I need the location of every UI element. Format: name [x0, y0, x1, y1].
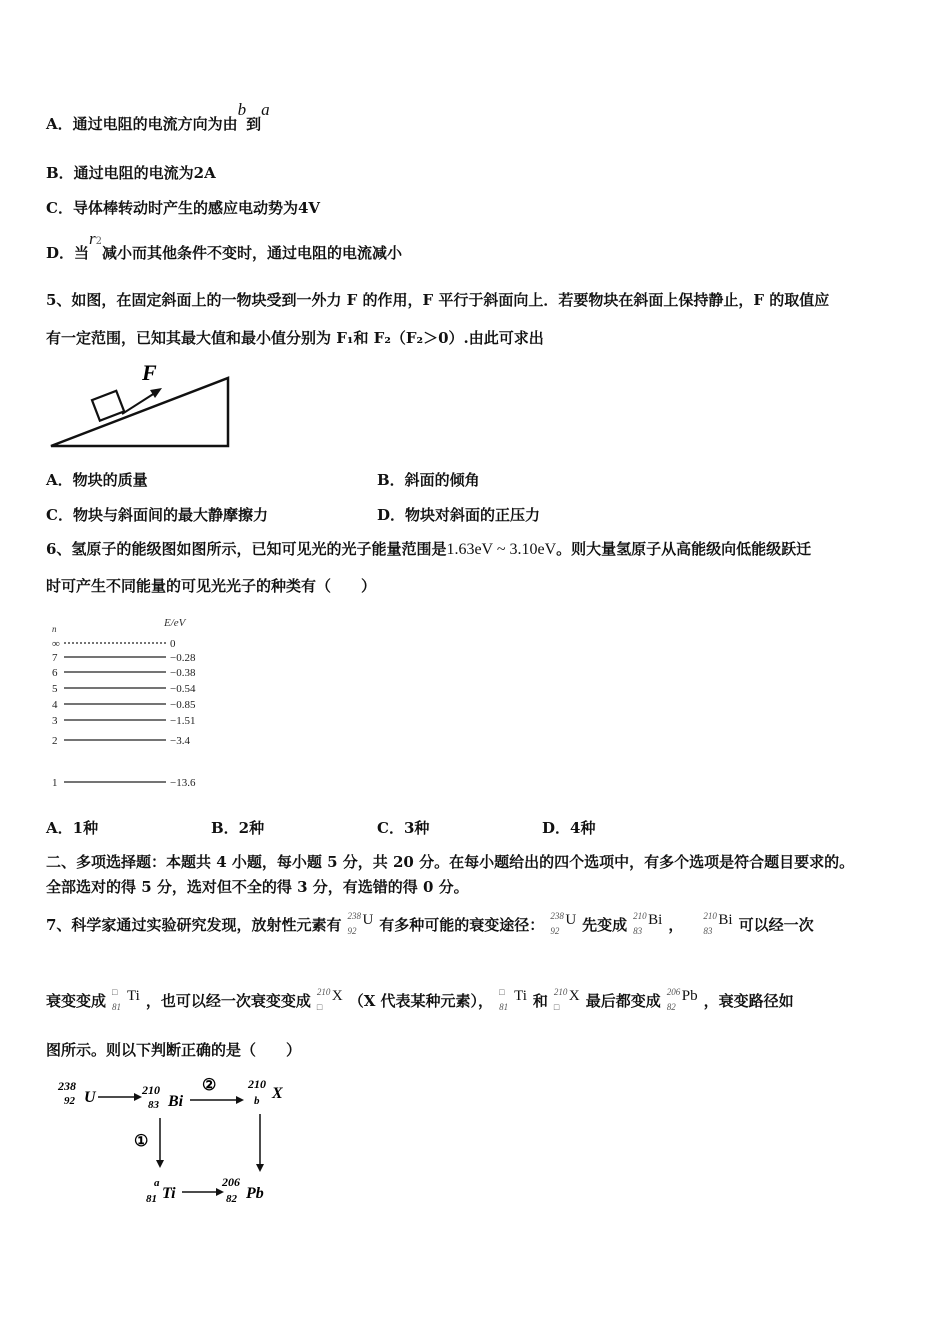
q7-stem-line2: 衰变变成 □ 81 Ti ，也可以经一次衰变变成 210 □ X （X 代表某种元素）， □ 81 Ti 和 210 □ X 最后都变成 206 82 Pb ，衰变路径如 [46, 987, 794, 1012]
nuclide-x-2: 210 □ X [553, 987, 580, 1012]
svg-text:Ti: Ti [162, 1185, 176, 1202]
var-b: b [237, 100, 247, 119]
level-energy-6: −3.4 [170, 735, 190, 747]
nuclide-u238: 238 92 U [347, 911, 374, 936]
q4-option-c: C．导体棒转动时产生的感应电动势为4V [46, 199, 321, 217]
q4-option-b: B．通过电阻的电流为2A [46, 164, 216, 182]
axis-label-n: n [52, 624, 57, 634]
section2-heading: 二、多项选择题：本题共 4 小题，每小题 5 分，共 20 分。在每小题给出的四个选项中，有多个选项是符合题目要求的。 [46, 853, 855, 871]
q4-option-a: A．通过电阻的电流方向为由b到a [46, 100, 270, 133]
force-arrowhead [150, 388, 162, 398]
nuclide-pb206: 206 82 Pb [666, 987, 698, 1012]
level-n-5: 3 [52, 715, 58, 727]
incline-triangle [51, 378, 228, 446]
incline-figure [46, 358, 236, 453]
level-energy-1: −0.28 [170, 652, 196, 664]
nuclide-x: 210 □ X [316, 987, 343, 1012]
svg-text:92: 92 [64, 1095, 75, 1107]
q5-stem-line1: 5、如图，在固定斜面上的一物块受到一外力 F 的作用，F 平行于斜面向上．若要物块在斜面上保持静止，F 的取值应 [46, 291, 830, 309]
svg-text:b: b [254, 1095, 260, 1107]
q7-stem-line3: 图所示。则以下判断正确的是（ ） [46, 1041, 302, 1059]
energy-range: 1.63eV ~ 3.10eV [446, 541, 557, 558]
level-energy-7: −13.6 [170, 777, 196, 789]
q5-option-b: B．斜面的倾角 [377, 471, 480, 489]
q5-stem-line2: 有一定范围，已知其最大值和最小值分别为 F₁和 F₂（F₂＞0）.由此可求出 [46, 329, 544, 347]
q6-option-d: D．4种 [542, 819, 596, 837]
nuclide-u238-2: 238 92 U [550, 911, 577, 936]
svg-text:81: 81 [146, 1193, 157, 1205]
svg-text:238: 238 [58, 1079, 76, 1093]
path-1-label: ① [134, 1133, 149, 1150]
q5-option-c: C．物块与斜面间的最大静摩擦力 [46, 506, 268, 524]
q5-option-d: D．物块对斜面的正压力 [377, 506, 541, 524]
level-n-1: 7 [52, 652, 58, 664]
svg-text:Pb: Pb [246, 1185, 264, 1202]
svg-text:206: 206 [222, 1175, 240, 1189]
q4-option-d: D．当r2减小而其他条件不变时，通过电阻的电流减小 [46, 229, 403, 262]
level-energy-2: −0.38 [170, 667, 196, 679]
level-energy-0: 0 [170, 638, 176, 650]
level-n-7: 1 [52, 777, 58, 789]
section2-scoring: 全部选对的得 5 分，选对但不全的得 3 分，有选错的得 0 分。 [46, 878, 469, 896]
svg-text:210: 210 [142, 1083, 160, 1097]
q6-option-c: C．3种 [377, 819, 430, 837]
level-n-4: 4 [52, 699, 58, 711]
level-energy-5: −1.51 [170, 715, 196, 727]
level-energy-4: −0.85 [170, 699, 196, 711]
path-2-label: ② [202, 1077, 217, 1094]
q6-option-b: B．2种 [211, 819, 265, 837]
axis-label-energy: E/eV [164, 617, 186, 629]
nuclide-bi210-2: 210 83 Bi [703, 911, 733, 936]
q7-stem-line1: 7、科学家通过实验研究发现，放射性元素有 238 92 U 有多种可能的衰变途径： 238 92 U 先变成 210 83 Bi ， 210 83 Bi 可以经一次 [46, 911, 814, 936]
svg-text:a: a [154, 1177, 160, 1189]
block [92, 391, 124, 421]
svg-text:U: U [84, 1089, 96, 1106]
q6-option-a: A．1种 [46, 819, 99, 837]
q6-stem-line1: 6、氢原子的能级图如图所示，已知可见光的光子能量范围是1.63eV ~ 3.10eV。则大量氢原子从高能级向低能级跃迁 [46, 540, 812, 558]
svg-text:210: 210 [248, 1077, 266, 1091]
svg-text:82: 82 [226, 1193, 237, 1205]
svg-text:83: 83 [148, 1099, 159, 1111]
level-n-3: 5 [52, 683, 58, 695]
q6-stem-line2: 时可产生不同能量的可见光光子的种类有（ ） [46, 577, 377, 595]
svg-text:Bi: Bi [168, 1093, 184, 1110]
level-n-2: 6 [52, 667, 58, 679]
level-energy-3: −0.54 [170, 683, 196, 695]
decay-path-diagram [50, 1068, 310, 1218]
nuclide-ti: □ 81 Ti [112, 987, 140, 1012]
level-n-0: ∞ [52, 638, 60, 650]
var-a: a [261, 100, 270, 119]
energy-level-diagram [46, 612, 226, 802]
nuclide-bi210: 210 83 Bi [633, 911, 663, 936]
nuclide-ti-2: □ 81 Ti [499, 987, 527, 1012]
level-n-6: 2 [52, 735, 58, 747]
svg-text:X: X [272, 1085, 283, 1102]
q5-option-a: A．物块的质量 [46, 471, 148, 489]
force-label: F [142, 360, 157, 385]
